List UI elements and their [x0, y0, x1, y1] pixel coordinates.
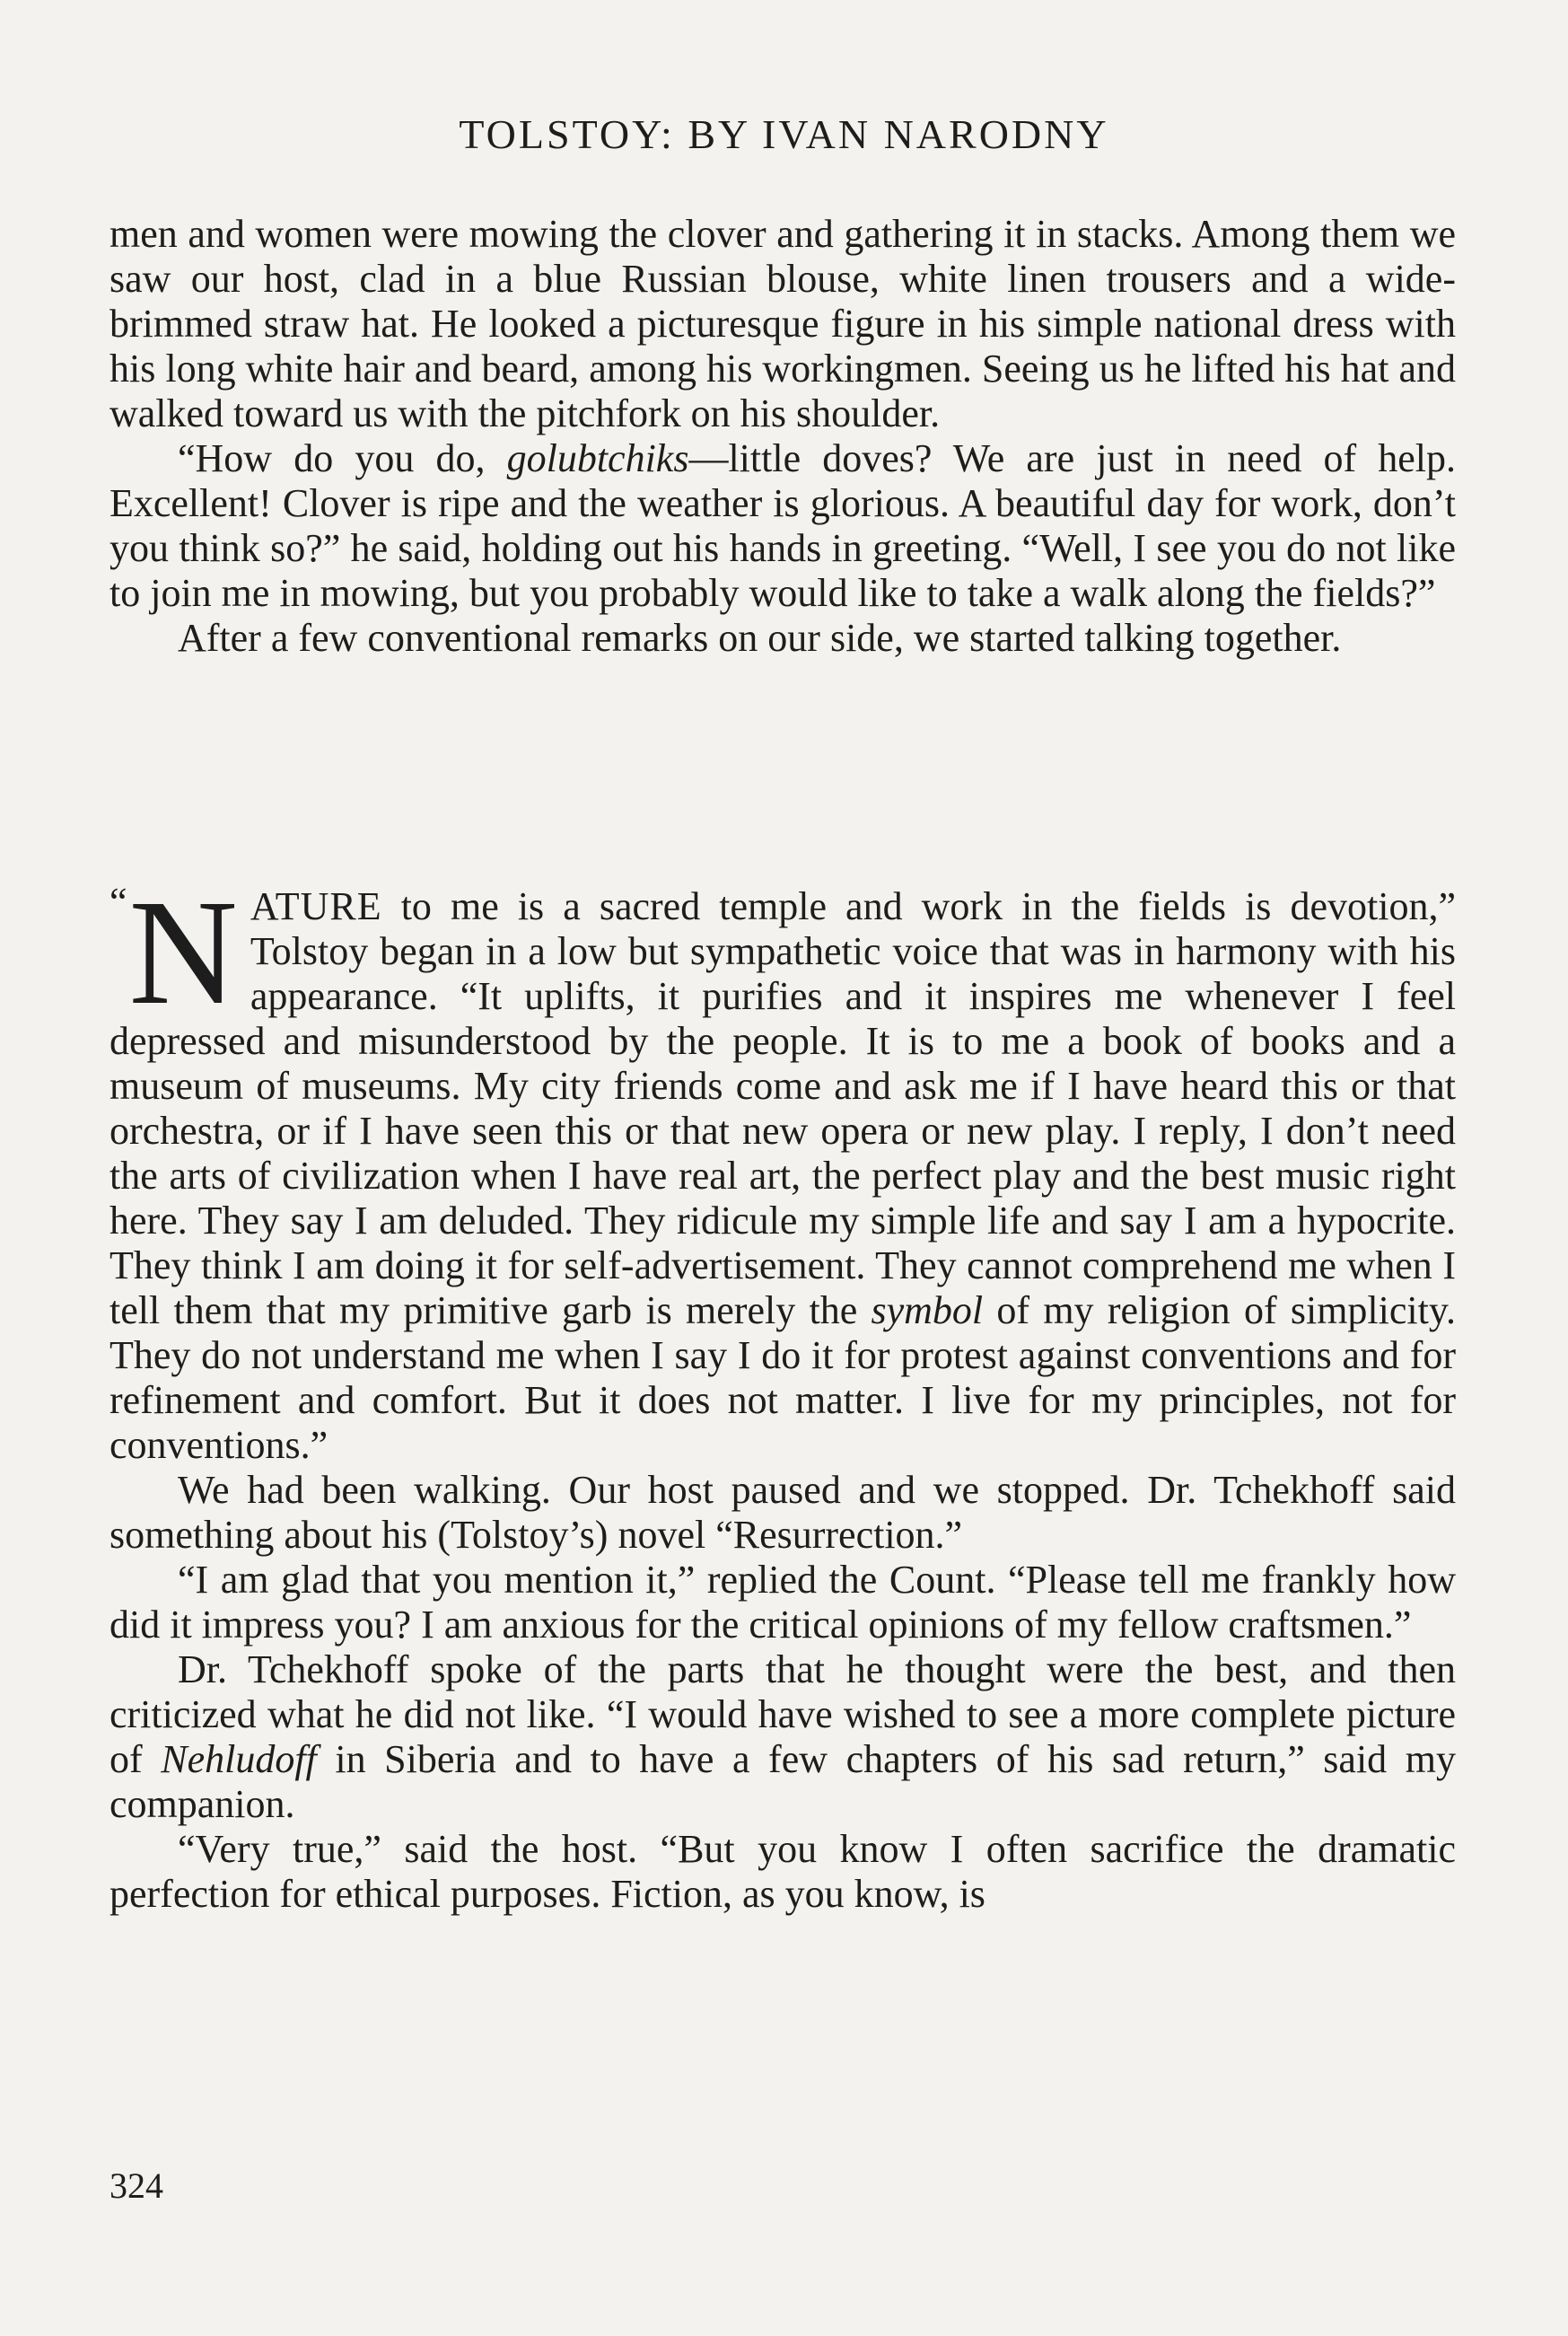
- drop-cap-lead-in: ATURE: [250, 884, 382, 928]
- page-number: 324: [109, 2165, 163, 2206]
- paragraph-text: in Siberia and to have a few chapters of his sad return,” said my companion.: [109, 1737, 1456, 1826]
- paragraph-text: Dr. Tchekhoff spoke of the parts that he thought were the best, and then criticized what he did not like. “I would have wished to see a more complete picture of: [109, 1647, 1456, 1781]
- text-block-bottom: [109, 869, 1456, 1917]
- paragraph: [109, 869, 1456, 1468]
- italic-text: golubtchiks: [506, 436, 689, 480]
- paragraph: [109, 1468, 1456, 1558]
- paragraph-text: We had been walking. Our host paused and we stopped. Dr. Tchekhoff said something about his (Tolstoy’s) novel “Resurrection.”: [109, 1468, 1456, 1557]
- drop-cap: [109, 869, 238, 1036]
- text-block-top: [109, 212, 1456, 661]
- paragraph-text: —little doves? We are just in need of help. Excellent! Clover is ripe and the weather is glorious. A beautiful day for work, don’t you think so?” he said, holding out his hands in greeting. “Well, I see you do not like to join me in mowing, but you probably would like to take a walk along the fields?”: [109, 436, 1456, 615]
- paragraph: [109, 436, 1456, 616]
- italic-text: symbol: [871, 1288, 984, 1332]
- paragraph: [109, 616, 1456, 661]
- paragraph: [109, 1827, 1456, 1917]
- paragraph-text: of my religion of simplicity. They do not understand me when I say I do it for protest against conventions and for refinement and comfort. But it does not matter. I live for my principles, not for conventions.”: [109, 1288, 1456, 1467]
- paragraph-text: “I am glad that you mention it,” replied the Count. “Please tell me frankly how did it impress you? I am anxious for the critical opinions of my fellow craftsmen.”: [109, 1558, 1456, 1647]
- paragraph-text: to me is a sacred temple and work in the fields is devotion,” Tolstoy began in a low but sympathetic voice that was in harmony with his appearance. “It uplifts, it purifies and it inspires me whenever I feel depressed and misunderstood by the people. It is to me a book of books and a museum of museums. My city friends come and ask me if I have heard this or that orchestra, or if I have seen this or that new opera or new play. I reply, I don’t need the arts of civilization when I have real art, the perfect play and the best music right here. They say I am deluded. They ridicule my simple life and say I am a hypocrite. They think I am doing it for self-advertisement. They cannot comprehend me when I tell them that my primitive garb is merely the: [109, 884, 1456, 1332]
- paragraph-text: After a few conventional remarks on our side, we started talking together.: [178, 616, 1342, 660]
- paragraph-text: “How do you do,: [178, 436, 507, 480]
- paragraph-text: “Very true,” said the host. “But you know I often sacrifice the dramatic perfection for ethical purposes. Fiction, as you know, is: [109, 1827, 1456, 1916]
- paragraph: [109, 1558, 1456, 1647]
- running-head: TOLSTOY: BY IVAN NARODNY: [459, 111, 1109, 157]
- drop-cap-quote: “: [109, 880, 127, 924]
- paragraph: [109, 212, 1456, 436]
- paragraph: [109, 1647, 1456, 1827]
- italic-text: Nehludoff: [161, 1737, 317, 1781]
- paragraph-text: men and women were mowing the clover and gathering it in stacks. Among them we saw our host, clad in a blue Russian blouse, white linen trousers and a wide-brimmed straw hat. He looked a picturesque figure in his simple national dress with his long white hair and beard, among his workingmen. Seeing us he lifted his hat and walked toward us with the pitchfork on his shoulder.: [109, 212, 1456, 435]
- drop-cap-letter: N: [128, 869, 238, 1036]
